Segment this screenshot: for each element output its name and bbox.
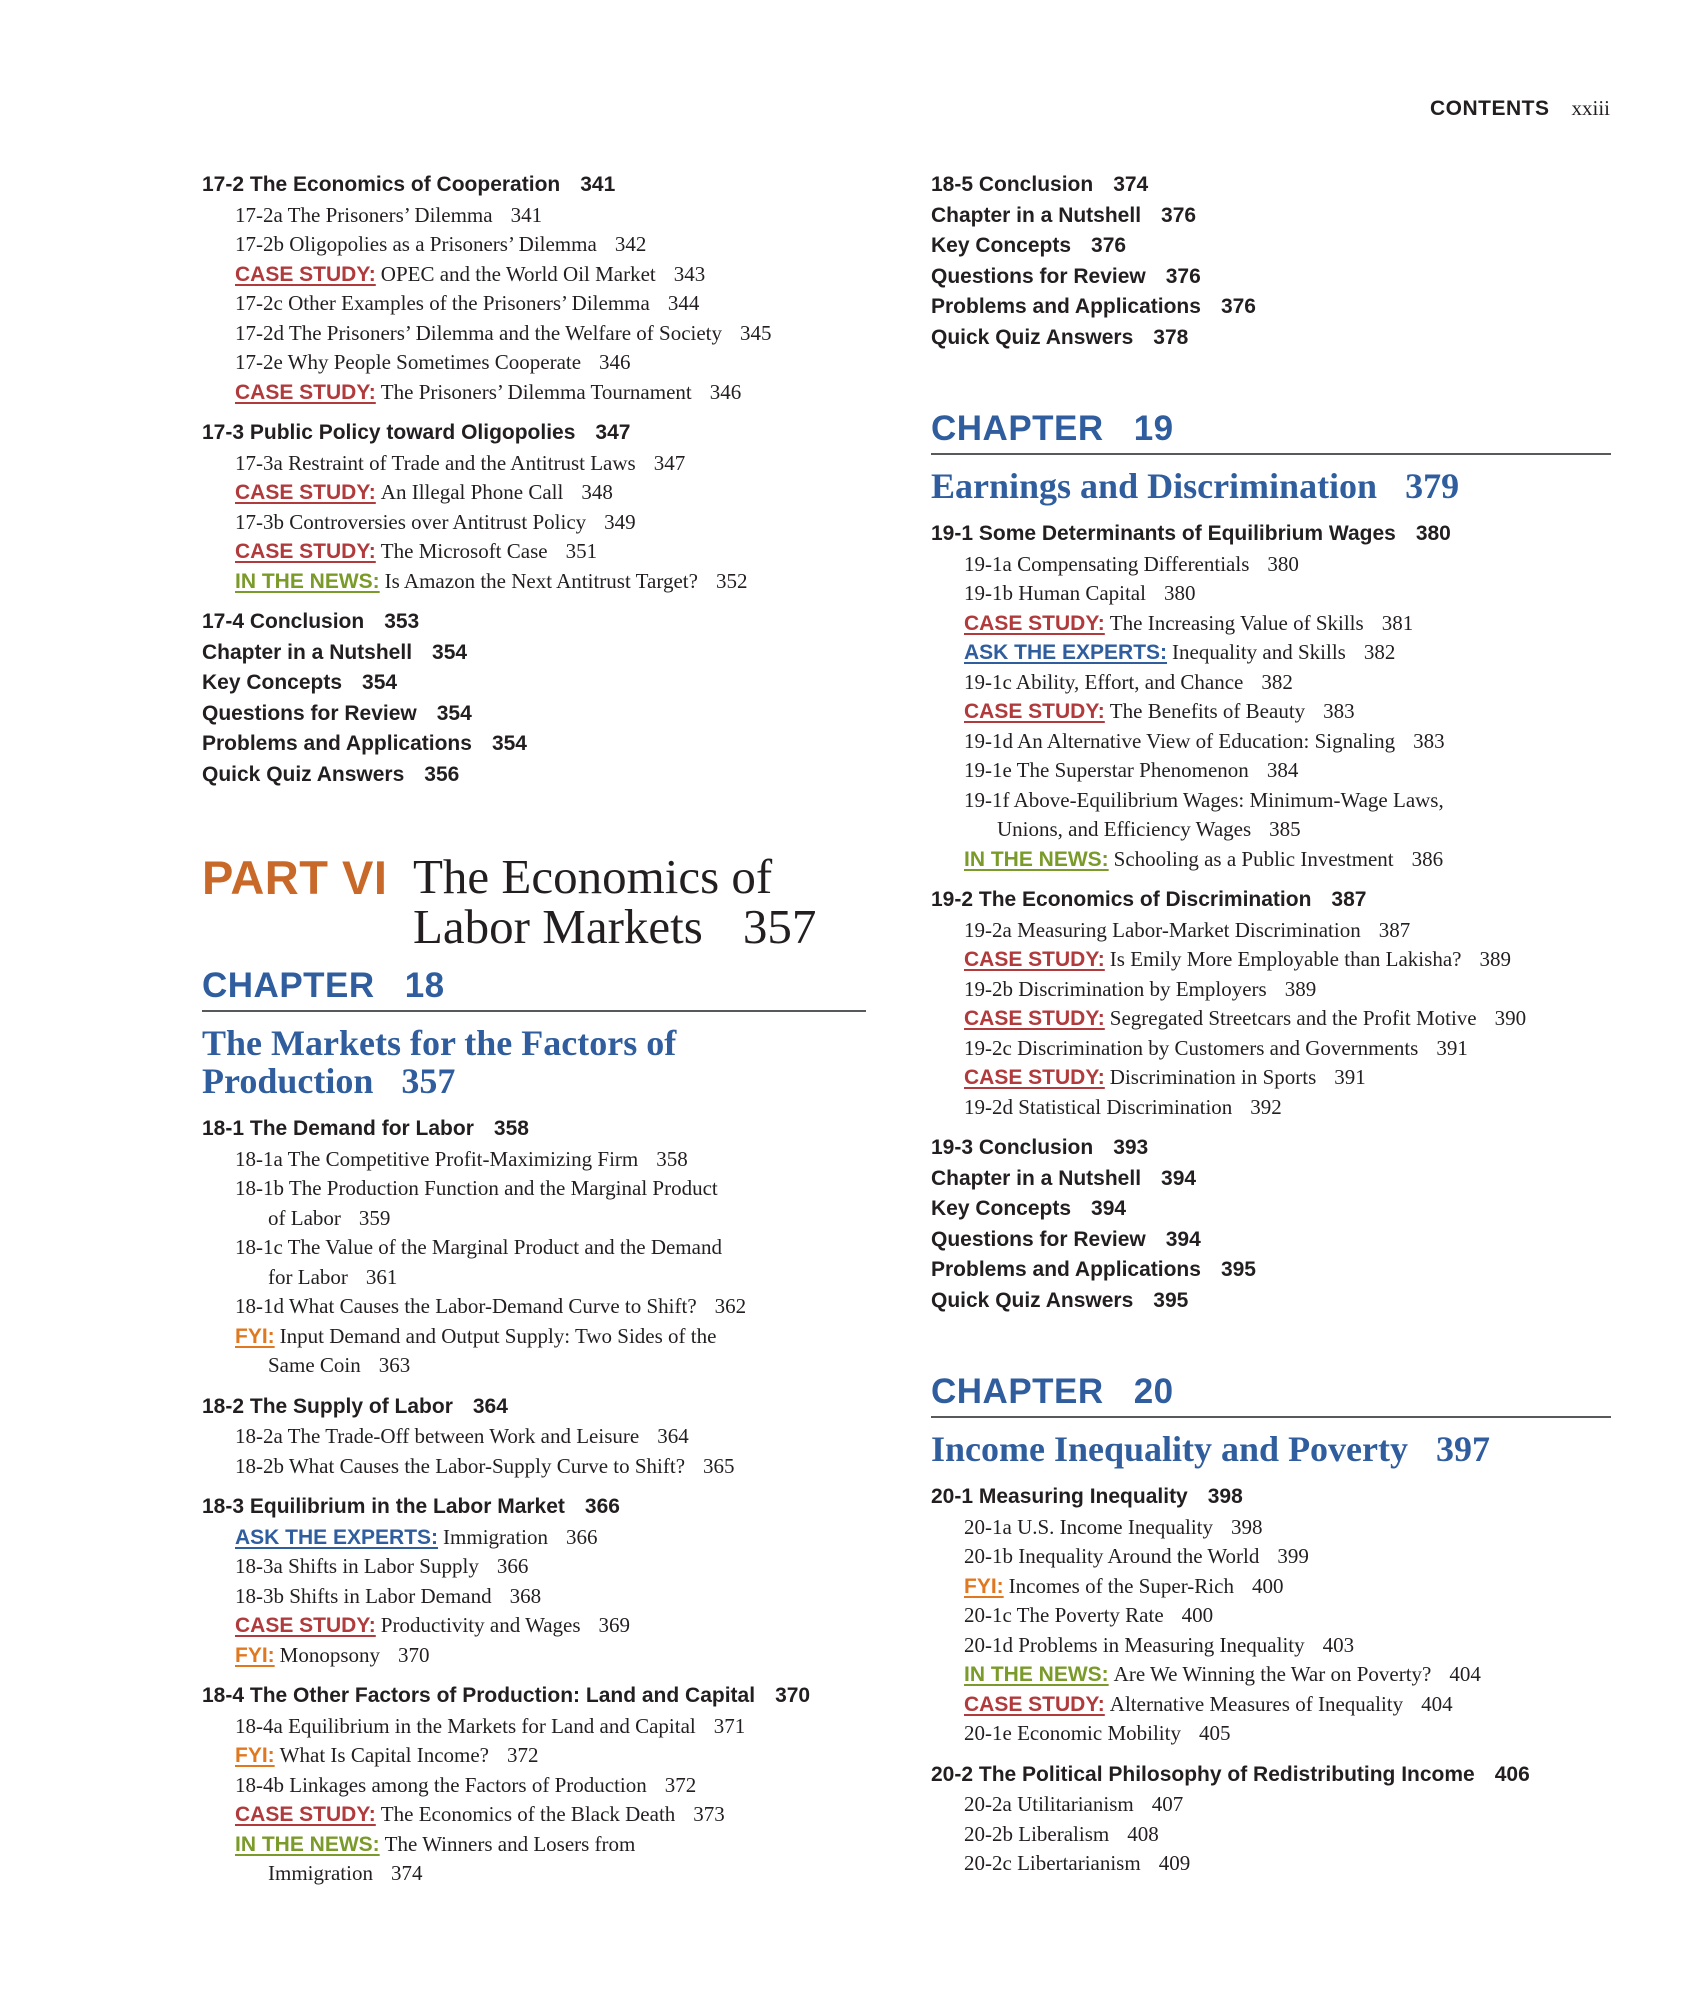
toc-subsection: 18-1d What Causes the Labor-Demand Curve to Shift? 362 xyxy=(235,1294,747,1318)
toc-section: 17-4 Conclusion 353 xyxy=(202,610,420,633)
toc-subsection: 17-2a The Prisoners’ Dilemma 341 xyxy=(235,202,543,227)
toc-subsection: 19-1c Ability, Effort, and Chance 382 xyxy=(964,669,1293,694)
toc-feature-case-study: CASE STUDY: Is Emily More Employable than Lakisha? 389 xyxy=(964,947,1511,971)
toc-feature-case-study: CASE STUDY: The Benefits of Beauty 383 xyxy=(964,699,1355,723)
toc-subsection-cont: for Labor 361 xyxy=(268,1264,398,1289)
in-the-news-tag: IN THE NEWS: xyxy=(964,1663,1109,1686)
toc-section: 18-2 The Supply of Labor 364 xyxy=(202,1394,508,1418)
toc-section: Problems and Applications 395 xyxy=(931,1258,1256,1281)
toc-feature-case-study: CASE STUDY: Alternative Measures of Inequality 404 xyxy=(964,1691,1453,1716)
toc-feature-case-study: CASE STUDY: An Illegal Phone Call 348 xyxy=(235,480,613,504)
toc-feature-fyi: FYI: Incomes of the Super-Rich 400 xyxy=(964,1573,1284,1598)
toc-feature-in-the-news: IN THE NEWS: Are We Winning the War on Poverty? 404 xyxy=(964,1662,1481,1686)
toc-feature-ask-the-experts: ASK THE EXPERTS: Immigration 366 xyxy=(235,1524,598,1549)
toc-section: Quick Quiz Answers 356 xyxy=(202,762,460,786)
toc-section: Key Concepts 354 xyxy=(202,671,398,694)
in-the-news-tag: IN THE NEWS: xyxy=(235,569,380,593)
toc-section: Questions for Review 354 xyxy=(202,701,472,725)
toc-section: Chapter in a Nutshell 376 xyxy=(931,203,1197,227)
toc-section: 18-5 Conclusion 374 xyxy=(931,173,1149,196)
toc-feature-case-study: CASE STUDY: The Microsoft Case 351 xyxy=(235,539,598,563)
toc-feature-case-study: CASE STUDY: Productivity and Wages 369 xyxy=(235,1613,631,1637)
toc-subsection: 17-3a Restraint of Trade and the Antitrust Laws 347 xyxy=(235,450,686,475)
toc-subsection: 18-1a The Competitive Profit-Maximizing Firm 358 xyxy=(235,1146,688,1171)
toc-feature-case-study: CASE STUDY: The Economics of the Black Death 373 xyxy=(235,1802,725,1826)
toc-subsection: 17-2e Why People Sometimes Cooperate 346 xyxy=(235,350,631,374)
toc-section: 18-1 The Demand for Labor 358 xyxy=(202,1117,529,1140)
toc-feature-ask-the-experts: ASK THE EXPERTS: Inequality and Skills 382 xyxy=(964,640,1396,664)
toc-subsection: 17-3b Controversies over Antitrust Policy 349 xyxy=(235,509,636,534)
toc-section: 18-3 Equilibrium in the Labor Market 366 xyxy=(202,1495,620,1518)
toc-subsection: 19-1a Compensating Differentials 380 xyxy=(964,551,1299,576)
toc-subsection: 19-2a Measuring Labor-Market Discrimination 387 xyxy=(964,917,1411,942)
toc-subsection: 18-1c The Value of the Marginal Product and the Demand xyxy=(235,1235,722,1259)
toc-section: Problems and Applications 354 xyxy=(202,732,527,755)
toc-section: Key Concepts 376 xyxy=(931,234,1127,257)
case-study-tag: CASE STUDY: xyxy=(235,380,376,404)
toc-section: 20-1 Measuring Inequality 398 xyxy=(931,1485,1243,1508)
chapter-heading: CHAPTER 20 xyxy=(931,1372,1611,1418)
running-head xyxy=(1280,96,1610,121)
part-label: PART VI xyxy=(202,851,388,904)
toc-subsection: 18-3b Shifts in Labor Demand 368 xyxy=(235,1583,542,1608)
chapter-title: The Markets for the Factors of Production 357 xyxy=(202,1023,677,1101)
toc-section: Problems and Applications 376 xyxy=(931,295,1256,318)
fyi-tag: FYI: xyxy=(235,1744,275,1767)
toc-feature-case-study: CASE STUDY: Discrimination in Sports 391 xyxy=(964,1065,1366,1089)
toc-feature-case-study: CASE STUDY: OPEC and the World Oil Market 343 xyxy=(235,261,706,286)
toc-subsection: 19-1b Human Capital 380 xyxy=(964,581,1196,605)
toc-subsection: 18-1b The Production Function and the Marginal Product xyxy=(235,1176,718,1200)
page-number: xxiii xyxy=(1571,96,1610,120)
toc-subsection: 20-2b Liberalism 408 xyxy=(964,1821,1159,1846)
toc-section: 19-3 Conclusion 393 xyxy=(931,1136,1149,1159)
case-study-tag: CASE STUDY: xyxy=(964,1007,1105,1030)
toc-subsection: 19-1d An Alternative View of Education: Signaling 383 xyxy=(964,728,1445,753)
toc-feature-in-the-news: IN THE NEWS: The Winners and Losers from xyxy=(235,1831,636,1856)
case-study-tag: CASE STUDY: xyxy=(964,700,1105,723)
part-title: The Economics of Labor Markets 357 xyxy=(413,849,817,954)
toc-section: Questions for Review 376 xyxy=(931,264,1201,288)
toc-subsection: 19-2c Discrimination by Customers and Governments 391 xyxy=(964,1035,1468,1060)
case-study-tag: CASE STUDY: xyxy=(235,481,376,504)
toc-subsection: 18-2a The Trade-Off between Work and Leisure 364 xyxy=(235,1424,689,1448)
right-column xyxy=(931,170,1611,1879)
toc-section: 19-1 Some Determinants of Equilibrium Wages 380 xyxy=(931,522,1451,545)
toc-section: Quick Quiz Answers 378 xyxy=(931,325,1189,349)
case-study-tag: CASE STUDY: xyxy=(235,1803,376,1826)
toc-section: 18-4 The Other Factors of Production: Land and Capital 370 xyxy=(202,1684,811,1707)
toc-feature-case-study: CASE STUDY: Segregated Streetcars and the Profit Motive 390 xyxy=(964,1006,1527,1030)
toc-feature-case-study: CASE STUDY: The Prisoners’ Dilemma Tournament 346 xyxy=(235,379,742,404)
toc-subsection: 19-2d Statistical Discrimination 392 xyxy=(964,1094,1282,1119)
toc-feature-fyi: FYI: Monopsony 370 xyxy=(235,1642,430,1667)
chapter-title: Earnings and Discrimination 379 xyxy=(931,466,1460,506)
toc-section: 17-3 Public Policy toward Oligopolies 347 xyxy=(202,421,631,444)
toc-subsection: 20-1e Economic Mobility 405 xyxy=(964,1721,1231,1745)
running-head-title: CONTENTS xyxy=(1429,97,1550,120)
case-study-tag: CASE STUDY: xyxy=(964,948,1105,971)
toc-subsection: 17-2d The Prisoners’ Dilemma and the Welfare of Society 345 xyxy=(235,320,772,345)
toc-subsection: 20-1c The Poverty Rate 400 xyxy=(964,1603,1214,1627)
toc-subsection: 20-1d Problems in Measuring Inequality 403 xyxy=(964,1632,1355,1657)
toc-subsection: 20-1b Inequality Around the World 399 xyxy=(964,1544,1309,1568)
chapter-title: Income Inequality and Poverty 397 xyxy=(931,1429,1490,1469)
toc-subsection: 20-1a U.S. Income Inequality 398 xyxy=(964,1514,1263,1539)
in-the-news-tag: IN THE NEWS: xyxy=(235,1832,380,1856)
toc-subsection: 20-2a Utilitarianism 407 xyxy=(964,1792,1184,1816)
ask-the-experts-tag: ASK THE EXPERTS: xyxy=(964,641,1168,664)
toc-subsection: 20-2c Libertarianism 409 xyxy=(964,1851,1191,1875)
toc-subsection: 19-1e The Superstar Phenomenon 384 xyxy=(964,758,1299,782)
toc-feature-fyi: FYI: Input Demand and Output Supply: Two Sides of the xyxy=(235,1323,717,1348)
toc-subsection-cont: Unions, and Efficiency Wages 385 xyxy=(997,817,1301,841)
toc-feature-in-the-news: IN THE NEWS: Schooling as a Public Investment 386 xyxy=(964,846,1444,871)
toc-subsection: 17-2c Other Examples of the Prisoners’ Dilemma 344 xyxy=(235,291,700,315)
case-study-tag: CASE STUDY: xyxy=(235,262,376,286)
toc-section: Questions for Review 394 xyxy=(931,1227,1201,1251)
toc-subsection: 18-2b What Causes the Labor-Supply Curve to Shift? 365 xyxy=(235,1453,735,1478)
toc-feature-fyi: FYI: What Is Capital Income? 372 xyxy=(235,1743,539,1767)
toc-subsection: 18-4b Linkages among the Factors of Production 372 xyxy=(235,1772,697,1797)
case-study-tag: CASE STUDY: xyxy=(964,1066,1105,1089)
toc-section: Key Concepts 394 xyxy=(931,1197,1127,1220)
toc-feature-case-study: CASE STUDY: The Increasing Value of Skills 381 xyxy=(964,610,1414,635)
ask-the-experts-tag: ASK THE EXPERTS: xyxy=(235,1525,439,1549)
toc-section: Chapter in a Nutshell 394 xyxy=(931,1166,1197,1190)
toc-feature-cont: Immigration 374 xyxy=(268,1861,423,1885)
toc-subsection: 17-2b Oligopolies as a Prisoners’ Dilemma 342 xyxy=(235,232,647,256)
toc-subsection-cont: of Labor 359 xyxy=(268,1205,391,1230)
toc-subsection: 19-1f Above-Equilibrium Wages: Minimum-Wage Laws, xyxy=(964,787,1444,812)
fyi-tag: FYI: xyxy=(964,1574,1004,1598)
toc-section: 17-2 The Economics of Cooperation 341 xyxy=(202,173,616,196)
toc-subsection: 19-2b Discrimination by Employers 389 xyxy=(964,976,1317,1001)
toc-feature-in-the-news: IN THE NEWS: Is Amazon the Next Antitrust Target? 352 xyxy=(235,568,748,593)
fyi-tag: FYI: xyxy=(235,1643,275,1667)
case-study-tag: CASE STUDY: xyxy=(235,540,376,563)
case-study-tag: CASE STUDY: xyxy=(964,1692,1105,1716)
part-heading xyxy=(202,849,882,954)
toc-feature-cont: Same Coin 363 xyxy=(268,1353,411,1377)
left-column xyxy=(202,170,882,1889)
toc-subsection: 18-4a Equilibrium in the Markets for Land and Capital 371 xyxy=(235,1713,746,1738)
toc-section: 20-2 The Political Philosophy of Redistributing Income 406 xyxy=(931,1762,1530,1786)
case-study-tag: CASE STUDY: xyxy=(964,611,1105,635)
toc-subsection: 18-3a Shifts in Labor Supply 366 xyxy=(235,1554,529,1578)
fyi-tag: FYI: xyxy=(235,1324,275,1348)
chapter-heading: CHAPTER 19 xyxy=(931,409,1611,455)
toc-section: Quick Quiz Answers 395 xyxy=(931,1288,1189,1312)
toc-section: Chapter in a Nutshell 354 xyxy=(202,640,468,664)
case-study-tag: CASE STUDY: xyxy=(235,1614,376,1637)
toc-section: 19-2 The Economics of Discrimination 387 xyxy=(931,888,1367,911)
chapter-heading: CHAPTER 18 xyxy=(202,966,866,1012)
in-the-news-tag: IN THE NEWS: xyxy=(964,847,1109,871)
